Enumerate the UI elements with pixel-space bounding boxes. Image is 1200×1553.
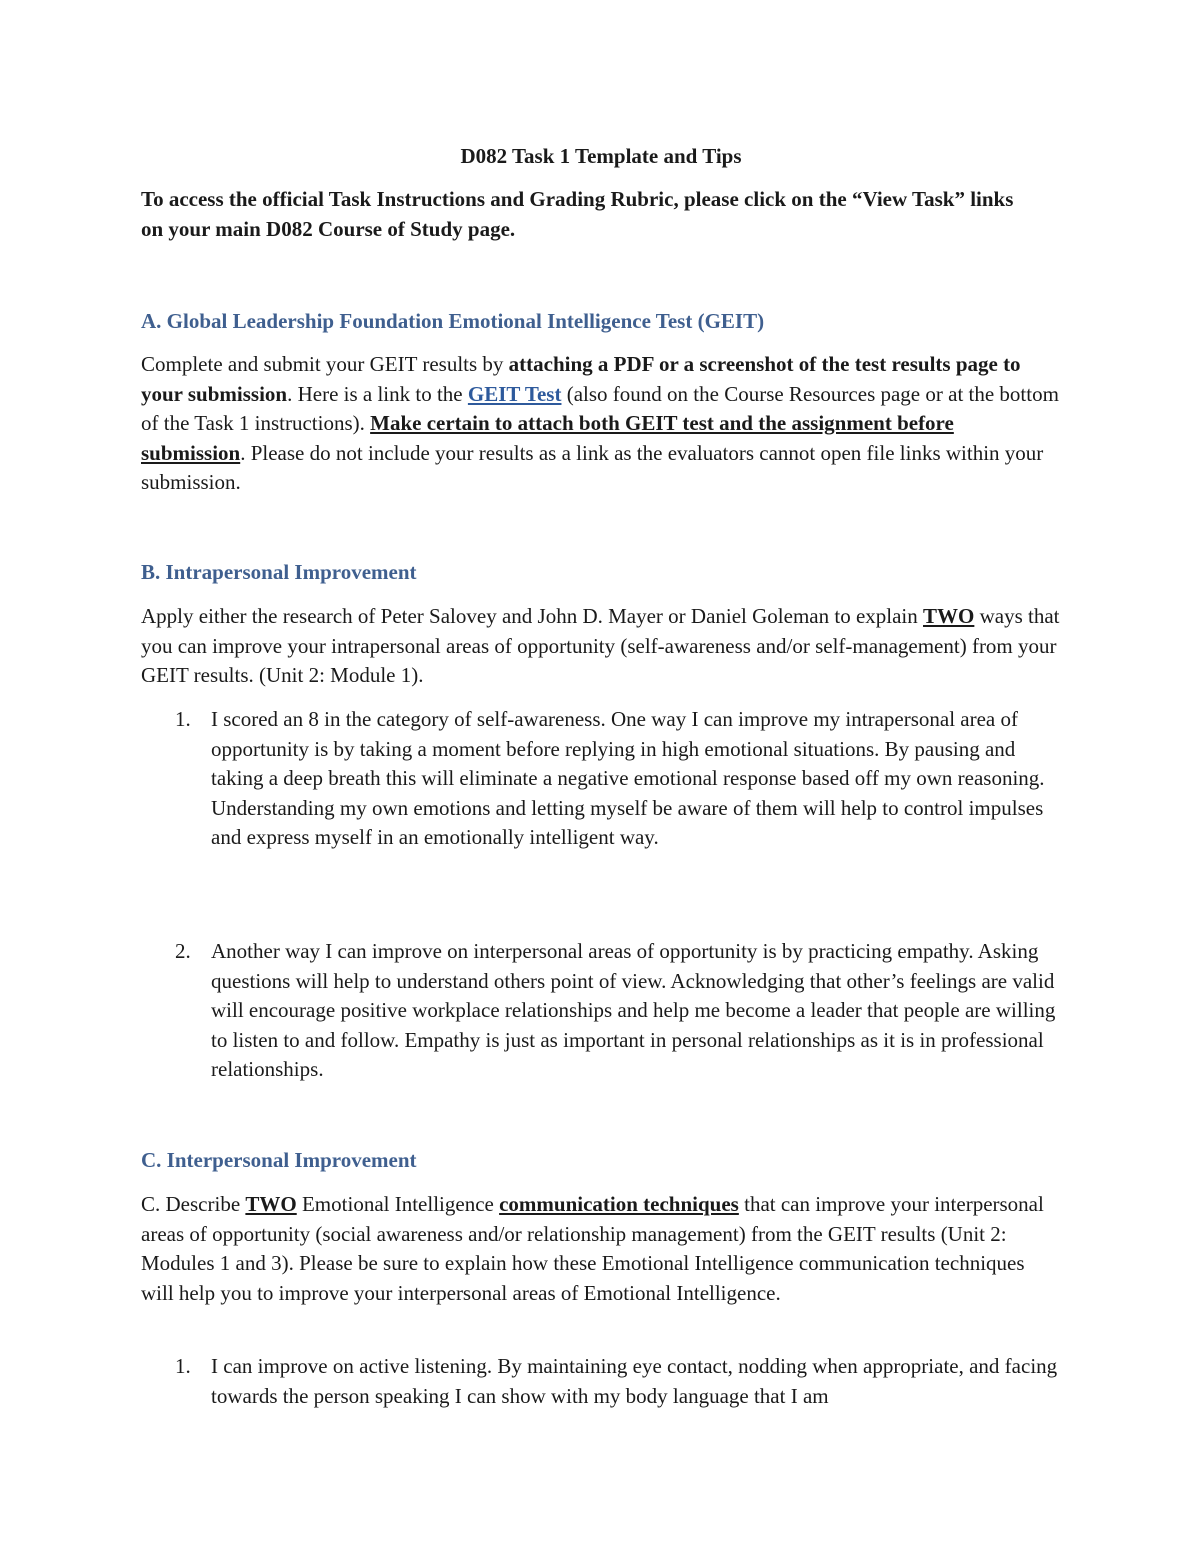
section-b-heading: B. Intrapersonal Improvement [141,560,417,584]
section-c-paragraph [141,1190,1061,1308]
section-c-text-2: Emotional Intelligence [296,1192,500,1216]
section-c-communication-techniques: communication techniques [499,1192,739,1216]
geit-test-link[interactable]: GEIT Test [467,381,562,406]
section-b-list-1 [141,705,1061,853]
section-a-text-2: . Here is a link to the [287,381,468,406]
section-a-text-3: (also found on the Course Resources page or at the bottom of the Task 1 instructions). [141,381,1059,435]
section-a-attach-instruction: attaching a PDF or a screenshot of the test results page to your submission [141,352,1021,406]
section-a-paragraph [141,350,1061,498]
section-a-text-1: Complete and submit your GEIT results by [141,352,509,376]
section-b-list-2 [141,937,1061,1085]
section-a-attach-warning: Make certain to attach both GEIT test and the assignment before submission [141,411,954,465]
document-title: D082 Task 1 Template and Tips [460,144,742,168]
section-c-two-emphasis: TWO [245,1192,297,1216]
section-c-list [141,1352,1061,1411]
list-item-text: Another way I can improve on interpersonal areas of opportunity is by practicing empathy. Asking questions will help to understand others point of view. Acknowledging that other’s feelings are valid will encourage positive workplace relationships and help me become a leader that people are willing to listen to and follow. Empathy is just as important in personal relationships as it is in professional relationships. [211,939,1056,1081]
section-b-text-1: Apply either the research of Peter Salovey and John D. Mayer or Daniel Goleman to explain [141,604,924,628]
section-b-paragraph [141,602,1061,691]
list-item [141,1352,1061,1411]
list-item [141,705,1061,853]
section-b-text-2: ways that you can improve your intrapersonal areas of opportunity (self-awareness and/or self-management) from your GEIT results. (Unit 2: Module 1). [141,604,1060,687]
list-item [141,937,1061,1085]
section-c-heading: C. Interpersonal Improvement [141,1148,417,1172]
list-item-number: 2. [175,939,191,963]
intro-paragraph: To access the official Task Instructions and Grading Rubric, please click on the “View Task” links on your main D082 Course of Study page. [141,187,1014,241]
list-item-text: I scored an 8 in the category of self-awareness. One way I can improve my intrapersonal area of opportunity is by taking a moment before replying in high emotional situations. By pausing and taking a deep breath this will eliminate a negative emotional response based off my own reasoning. Understanding my own emotions and letting myself be aware of them will help to control impulses and express myself in an emotionally intelligent way. [211,707,1045,849]
section-c-text-3: that can improve your interpersonal areas of opportunity (social awareness and/or relationship management) from the GEIT results (Unit 2: Modules 1 and 3). Please be sure to explain how these Emotional Intelligence communication techniques will help you to improve your interpersonal areas of Emotional Intelligence. [141,1192,1044,1305]
list-item-number: 1. [175,1354,191,1378]
section-c-text-1: C. Describe [141,1192,246,1216]
section-a-heading: A. Global Leadership Foundation Emotional Intelligence Test (GEIT) [141,309,765,333]
section-a-text-4: . Please do not include your results as a link as the evaluators cannot open file links within your submission. [141,440,1044,494]
list-item-text: I can improve on active listening. By maintaining eye contact, nodding when appropriate, and facing towards the person speaking I can show with my body language that I am [211,1354,1058,1408]
list-item-number: 1. [175,707,191,731]
section-b-two-emphasis: TWO [923,604,975,628]
